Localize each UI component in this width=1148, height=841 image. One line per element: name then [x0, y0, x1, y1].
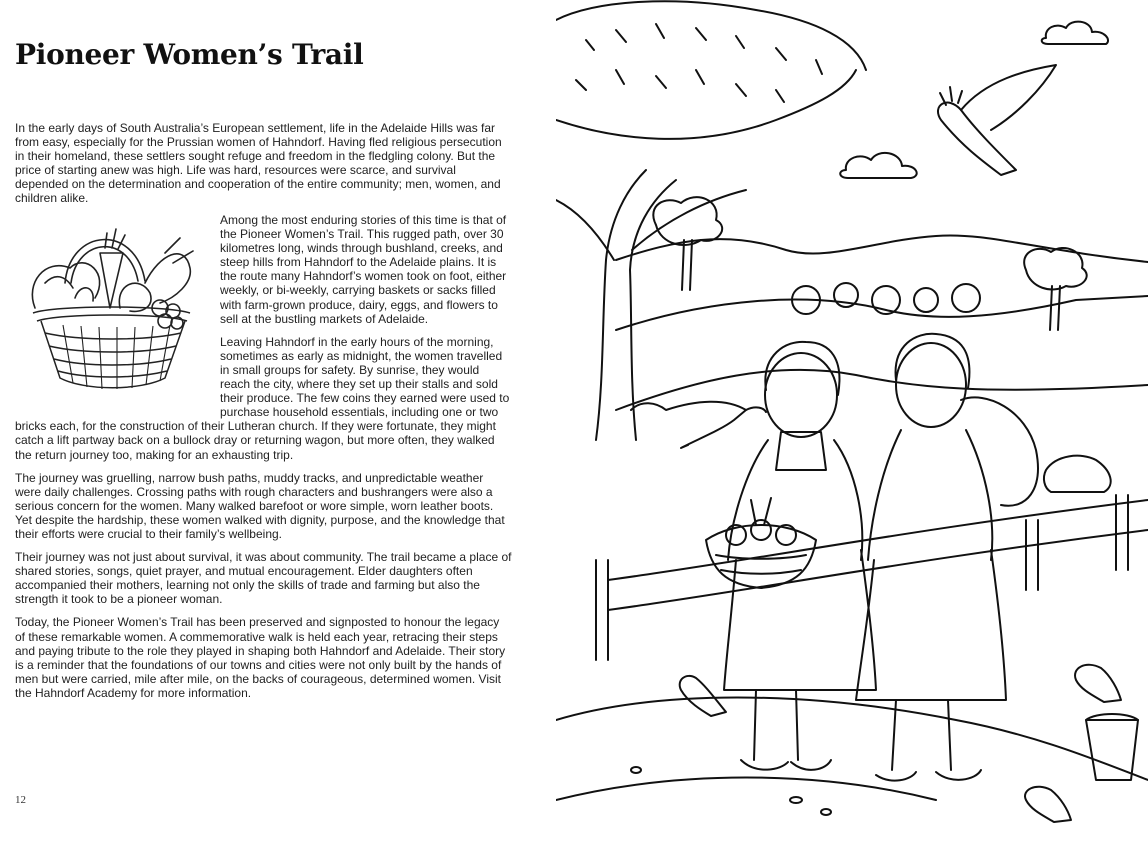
- paragraph-community: Their journey was not just about survival, it was about community. The trail became a place of shared stories, songs, quiet prayer, and mutual encouragement. Elder daughters often accompanied their mothers, learning not only the skills of trade and farming but also the strength it took to be a pioneer woman.: [15, 550, 512, 607]
- wren-icon: [1075, 665, 1121, 702]
- cloud-icon: [840, 153, 916, 178]
- paragraph-today: Today, the Pioneer Women’s Trail has been preserved and signposted to honour the legacy of these remarkable women. A commemorative walk is held each year, retracing their steps and paying tribute to the role they played in shaping both Hahndorf and Adelaide. Their story is a reminder that the foundations of our towns and cities were not only built by the hands of men but were carried, mile after mile, on the backs of courageous, determined women. Visit the Hahndorf Academy for more information.: [15, 615, 506, 700]
- cockatoo-icon: [938, 65, 1056, 175]
- wren-icon: [680, 676, 726, 716]
- coloring-illustration: [556, 0, 1148, 841]
- wren-icon: [1025, 787, 1071, 822]
- paragraph-hardship: The journey was gruelling, narrow bush paths, muddy tracks, and unpredictable weather were daily challenges. Crossing paths with rough characters and bushrangers were also a serious concern for the women. Many walked barefoot or wore simple, worn leather boots. Yet despite the hardship, these women walked with dignity, purpose, and the knowledge that their efforts were crucial to their family’s wellbeing.: [15, 470, 505, 541]
- kangaroo-icon: [1044, 456, 1111, 492]
- pioneer-women-scene-icon: [556, 0, 1148, 841]
- basket-illustration: [15, 213, 220, 418]
- cloud-icon: [1042, 22, 1108, 44]
- paragraph-journey: Leaving Hahndorf in the early hours of the morning, sometimes as early as midnight, the women travelled in small groups for safety. By sunrise, they would reach the city, where they set up their stalls and sold their produce. The few coins they earned were used to purchase household essentials, including one or two bricks each, for the construction of their Lutheran church. If they were fortunate, they might catch a lift partway back on a bullock dray or returning wagon, but more often, they walked the return journey too, making for an exhausting trip.: [15, 334, 510, 462]
- page-title: Pioneer Women’s Trail: [15, 38, 364, 71]
- kangaroo-icon: [631, 402, 766, 448]
- page-number: 12: [15, 794, 26, 806]
- tree-icon: [1024, 248, 1087, 330]
- left-page: [0, 0, 556, 841]
- basket-icon: [15, 213, 205, 393]
- text-wrap-block: [15, 213, 512, 709]
- produce-basket-icon: [706, 498, 816, 588]
- paragraph-trail: Among the most enduring stories of this time is that of the Pioneer Women’s Trail. This rugged path, over 30 kilometres long, winds through bushland, creeks, and steep hills from Hahndorf to the Adelaide plains. It is the route many Hahndorf’s women took on foot, either weekly, or bi-weekly, carrying baskets or sacks filled with farm-grown produce, dairy, eggs, and flowers to sell at the bustling markets of Adelaide.: [220, 213, 507, 326]
- paragraph-intro: In the early days of South Australia’s European settlement, life in the Adelaide Hills was far from easy, especially for the Prussian women of Hahndorf. Having fled religious persecution in their homeland, these settlers sought refuge and freedom in the fledgling colony. But the price of starting anew was high. Life was hard, resources were scarce, and survival depended on the determination and cooperation of the entire community; men, women, and children alike.: [15, 121, 502, 206]
